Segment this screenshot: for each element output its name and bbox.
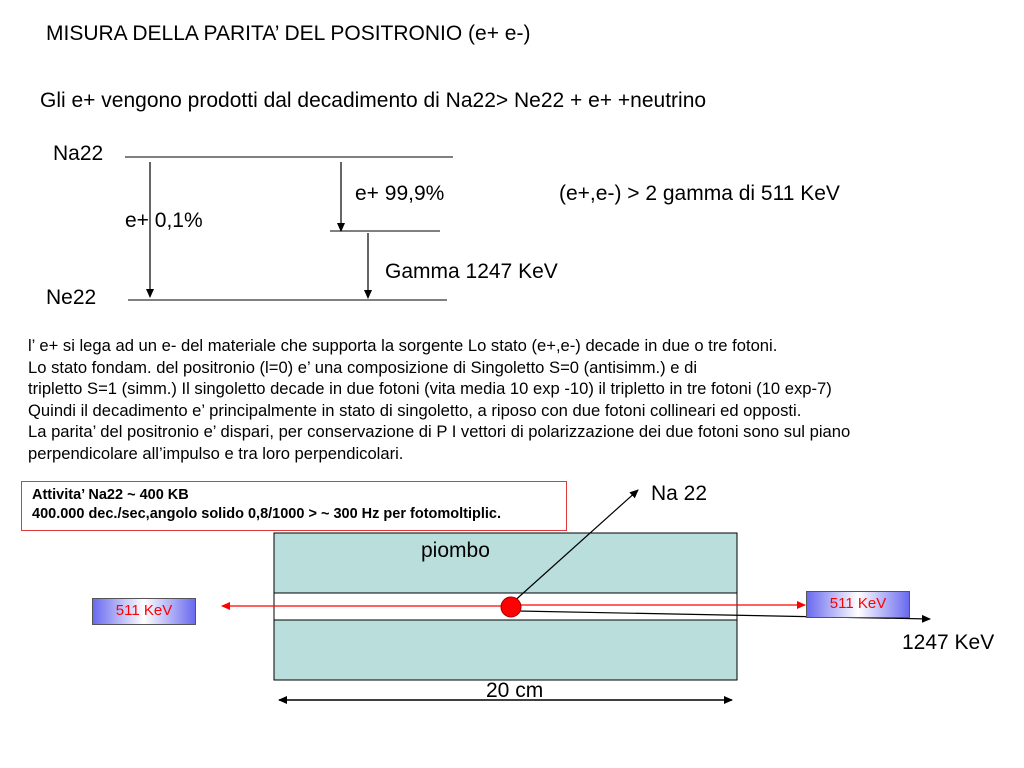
explanation-line: perpendicolare all’impulso e tra loro perpendicolari. (28, 443, 404, 463)
right-photon-tag: 511 KeV (806, 591, 910, 618)
source-label: Na 22 (651, 482, 708, 505)
minor-branch-label: e+ 0,1% (125, 209, 203, 232)
lead-block-bottom (274, 620, 737, 680)
lead-label: piombo (421, 539, 490, 562)
gamma-transition-label: Gamma 1247 KeV (385, 260, 558, 283)
daughter-nucleus-label: Ne22 (46, 286, 97, 309)
gamma-energy-label: 1247 KeV (902, 631, 995, 654)
activity-box (21, 481, 567, 531)
lead-block-top (274, 533, 737, 593)
explanation-text (28, 335, 850, 465)
explanation-line: tripletto S=1 (simm.) Il singoletto decade in due fotoni (vita media 10 exp -10) il tripletto in tre fotoni (10 exp-7) (28, 379, 832, 399)
main-branch-label: e+ 99,9% (355, 182, 445, 205)
page-subtitle: Gli e+ vengono prodotti dal decadimento di Na22> Ne22 + e+ +neutrino (40, 89, 707, 112)
na22-source (501, 597, 521, 617)
activity-line: Attivita’ Na22 ~ 400 KB (32, 487, 189, 503)
explanation-line: Quindi il decadimento e’ principalmente in stato di singoletto, a riposo con due fotoni collineari ed opposti. (28, 400, 802, 420)
activity-line: 400.000 dec./sec,angolo solido 0,8/1000 > ~ 300 Hz per fotomoltiplic. (32, 506, 502, 522)
explanation-line: La parita’ del positronio e’ dispari, per conservazione di P I vettori di polarizzazione dei due fotoni sono sul piano (28, 422, 851, 442)
annihilation-note: (e+,e-) > 2 gamma di 511 KeV (559, 182, 840, 205)
explanation-line: l’ e+ si lega ad un e- del materiale che supporta la sorgente Lo stato (e+,e-) decade in due o tre fotoni. (28, 336, 778, 355)
length-label: 20 cm (486, 679, 544, 702)
parent-nucleus-label: Na22 (53, 142, 104, 165)
page-title: MISURA DELLA PARITA’ DEL POSITRONIO (e+ e-) (46, 22, 531, 45)
left-photon-tag: 511 KeV (92, 598, 196, 625)
explanation-line: Lo stato fondam. del positronio (l=0) e’ una composizione di Singoletto S=0 (antisimm.) e di (28, 357, 698, 377)
